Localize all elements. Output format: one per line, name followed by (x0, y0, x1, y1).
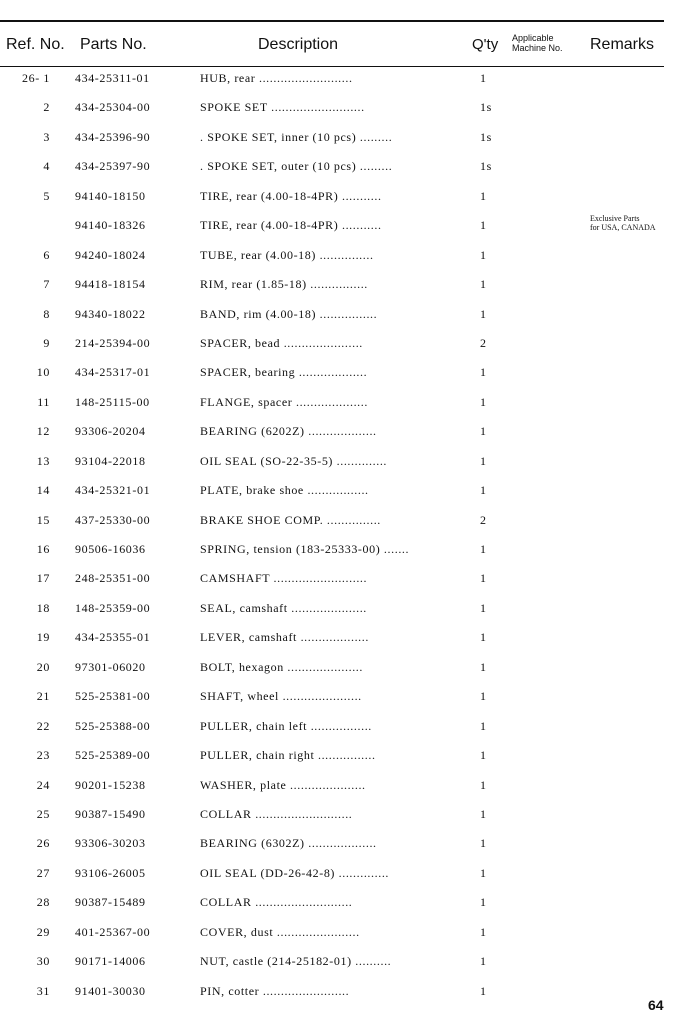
ref-no-cell: 4 (43, 159, 50, 174)
ref-no-cell: 12 (36, 424, 50, 439)
qty-cell: 1 (480, 954, 487, 969)
qty-cell: 1 (480, 806, 487, 821)
parts-no-cell: 90387-15489 (75, 895, 146, 910)
qty-cell: 1 (480, 277, 487, 292)
qty-cell: 1 (480, 424, 487, 439)
ref-no-cell: 30 (36, 954, 50, 969)
qty-cell: 1 (480, 836, 487, 851)
description-cell: FLANGE, spacer .................... (200, 394, 368, 409)
description-cell: BOLT, hexagon ..................... (200, 659, 363, 674)
table-row (0, 981, 691, 1010)
ref-no-cell: 22 (36, 718, 50, 733)
ref-no-cell: 29 (36, 924, 50, 939)
table-row (0, 510, 691, 539)
description-cell: BEARING (6302Z) ................... (200, 836, 377, 851)
ref-no-cell: 9 (43, 335, 50, 350)
table-row (0, 568, 691, 597)
description-cell: SPOKE SET .......................... (200, 100, 365, 115)
table-row (0, 392, 691, 421)
description-cell: SPACER, bead ...................... (200, 335, 363, 350)
header-applicable-machine-no (512, 33, 563, 53)
ref-no-cell: 19 (36, 630, 50, 645)
parts-no-cell: 94140-18326 (75, 218, 146, 233)
table-row (0, 421, 691, 450)
table-row (0, 951, 691, 980)
ref-no-cell: 15 (36, 512, 50, 527)
ref-no-cell: 8 (43, 306, 50, 321)
ref-no-cell: 18 (36, 600, 50, 615)
table-row (0, 598, 691, 627)
parts-no-cell: 437-25330-00 (75, 512, 151, 527)
qty-cell: 2 (480, 335, 487, 350)
table-row (0, 362, 691, 391)
qty-cell: 1 (480, 542, 487, 556)
description-cell: TIRE, rear (4.00-18-4PR) ........... (200, 188, 382, 203)
parts-no-cell: 90171-14006 (75, 954, 146, 969)
parts-no-cell: 93104-22018 (75, 453, 146, 468)
table-row (0, 274, 691, 303)
header-top-rule (0, 20, 664, 22)
description-cell: CAMSHAFT .......................... (200, 571, 368, 586)
parts-no-cell: 94140-18150 (75, 188, 146, 203)
description-cell: OIL SEAL (DD-26-42-8) .............. (200, 865, 390, 880)
ref-no-cell: 20 (36, 659, 50, 674)
header-ref-no: Ref. No. (6, 36, 65, 53)
ref-no-cell: 3 (43, 129, 50, 144)
ref-no-cell: 25 (36, 806, 50, 821)
parts-table (0, 68, 691, 1010)
qty-cell: 1 (480, 188, 487, 203)
parts-no-cell: 93306-20204 (75, 424, 146, 439)
description-cell: PULLER, chain left ................. (200, 718, 372, 733)
description-cell: BAND, rim (4.00-18) ................ (200, 306, 378, 321)
parts-no-cell: 94240-18024 (75, 247, 146, 262)
parts-no-cell: 434-25396-90 (75, 129, 151, 144)
header-bottom-rule (0, 66, 664, 67)
table-row (0, 657, 691, 686)
qty-cell: 1s (480, 159, 492, 174)
description-cell: TUBE, rear (4.00-18) ............... (200, 247, 374, 262)
ref-no-cell: 23 (36, 748, 50, 763)
description-cell: TIRE, rear (4.00-18-4PR) ........... (200, 218, 382, 233)
description-cell: SPACER, bearing ................... (200, 365, 368, 380)
parts-no-cell: 90201-15238 (75, 777, 146, 792)
table-row (0, 863, 691, 892)
table-row (0, 480, 691, 509)
description-cell: COLLAR ........................... (200, 806, 353, 821)
qty-cell: 1 (480, 453, 487, 468)
table-row (0, 451, 691, 480)
ref-no-cell: 17 (36, 571, 50, 586)
table-row (0, 804, 691, 833)
description-cell: WASHER, plate ..................... (200, 777, 366, 792)
parts-no-cell: 525-25381-00 (75, 689, 151, 704)
ref-no-cell: 21 (36, 689, 50, 704)
ref-no-cell: 10 (36, 365, 50, 380)
table-row (0, 833, 691, 862)
parts-no-cell: 94418-18154 (75, 277, 146, 292)
ref-no-cell: 14 (36, 483, 50, 498)
parts-no-cell: 401-25367-00 (75, 924, 151, 939)
description-cell: SEAL, camshaft ..................... (200, 600, 367, 615)
description-cell: HUB, rear .......................... (200, 71, 353, 85)
qty-cell: 1 (480, 306, 487, 321)
ref-no-cell: 7 (43, 277, 50, 292)
qty-cell: 1 (480, 718, 487, 733)
table-row (0, 922, 691, 951)
parts-no-cell: 94340-18022 (75, 306, 146, 321)
ref-no-cell: 13 (36, 453, 50, 468)
table-row (0, 245, 691, 274)
description-cell: . SPOKE SET, inner (10 pcs) ......... (200, 129, 393, 144)
table-row (0, 745, 691, 774)
description-cell: . SPOKE SET, outer (10 pcs) ......... (200, 159, 393, 174)
description-cell: OIL SEAL (SO-22-35-5) .............. (200, 453, 388, 468)
parts-no-cell: 434-25317-01 (75, 365, 151, 380)
qty-cell: 1 (480, 630, 487, 645)
table-row (0, 127, 691, 156)
qty-cell: 1 (480, 365, 487, 380)
qty-cell: 1 (480, 748, 487, 763)
qty-cell: 1 (480, 218, 487, 233)
parts-no-cell: 434-25321-01 (75, 483, 151, 498)
description-cell: COVER, dust ....................... (200, 924, 360, 939)
ref-no-cell: 26- 1 (22, 71, 50, 85)
ref-no-cell: 28 (36, 895, 50, 910)
table-row (0, 215, 691, 244)
qty-cell: 1 (480, 659, 487, 674)
ref-no-cell: 11 (37, 394, 50, 409)
table-row (0, 68, 691, 97)
table-row (0, 304, 691, 333)
header-applicable-line1: Applicable (512, 33, 554, 43)
parts-no-cell: 525-25389-00 (75, 748, 151, 763)
description-cell: BEARING (6202Z) ................... (200, 424, 377, 439)
qty-cell: 1 (480, 600, 487, 615)
ref-no-cell: 5 (43, 188, 50, 203)
ref-no-cell: 31 (36, 983, 50, 998)
header-description: Description (258, 36, 339, 53)
parts-no-cell: 91401-30030 (75, 983, 146, 998)
description-cell: BRAKE SHOE COMP. ............... (200, 512, 381, 527)
parts-no-cell: 434-25397-90 (75, 159, 151, 174)
description-cell: RIM, rear (1.85-18) ................ (200, 277, 368, 292)
parts-no-cell: 90387-15490 (75, 806, 146, 821)
qty-cell: 1 (480, 983, 487, 998)
parts-no-cell: 248-25351-00 (75, 571, 151, 586)
table-row (0, 627, 691, 656)
qty-cell: 1 (480, 777, 487, 792)
qty-cell: 1 (480, 689, 487, 704)
header-qty: Q'ty (472, 36, 499, 53)
table-row (0, 186, 691, 215)
qty-cell: 1 (480, 924, 487, 939)
qty-cell: 1 (480, 571, 487, 586)
parts-no-cell: 434-25311-01 (75, 71, 150, 85)
parts-no-cell: 214-25394-00 (75, 335, 151, 350)
ref-no-cell: 2 (43, 100, 50, 115)
header-parts-no: Parts No. (80, 36, 147, 53)
table-row (0, 892, 691, 921)
ref-no-cell: 6 (43, 247, 50, 262)
page-number: 64 (648, 997, 664, 1013)
description-cell: COLLAR ........................... (200, 895, 353, 910)
qty-cell: 1 (480, 483, 487, 498)
parts-no-cell: 97301-06020 (75, 659, 146, 674)
description-cell: SPRING, tension (183-25333-00) ....... (200, 542, 410, 556)
parts-no-cell: 90506-16036 (75, 542, 146, 556)
qty-cell: 1 (480, 865, 487, 880)
description-cell: SHAFT, wheel ...................... (200, 689, 362, 704)
table-row (0, 97, 691, 126)
description-cell: NUT, castle (214-25182-01) .......... (200, 954, 392, 969)
description-cell: PULLER, chain right ................ (200, 748, 376, 763)
parts-no-cell: 434-25304-00 (75, 100, 151, 115)
table-row (0, 156, 691, 185)
description-cell: LEVER, camshaft ................... (200, 630, 369, 645)
parts-no-cell: 93306-30203 (75, 836, 146, 851)
ref-no-cell: 16 (36, 542, 50, 556)
ref-no-cell: 24 (36, 777, 50, 792)
description-cell: PLATE, brake shoe ................. (200, 483, 369, 498)
qty-cell: 1 (480, 247, 487, 262)
parts-no-cell: 148-25359-00 (75, 600, 151, 615)
parts-no-cell: 148-25115-00 (75, 394, 150, 409)
ref-no-cell: 26 (36, 836, 50, 851)
header-remarks: Remarks (590, 36, 655, 53)
table-row (0, 716, 691, 745)
parts-no-cell: 525-25388-00 (75, 718, 151, 733)
qty-cell: 1s (480, 129, 492, 144)
qty-cell: 2 (480, 512, 487, 527)
parts-no-cell: 434-25355-01 (75, 630, 151, 645)
header-applicable-line2: Machine No. (512, 43, 563, 53)
parts-no-cell: 93106-26005 (75, 865, 146, 880)
qty-cell: 1 (480, 71, 487, 85)
remarks-cell: Exclusive Parts for USA, CANADA (590, 214, 656, 233)
qty-cell: 1 (480, 895, 487, 910)
qty-cell: 1s (480, 100, 492, 115)
ref-no-cell: 27 (36, 865, 50, 880)
table-row (0, 686, 691, 715)
table-row (0, 333, 691, 362)
description-cell: PIN, cotter ........................ (200, 983, 350, 998)
table-row (0, 775, 691, 804)
table-row (0, 539, 691, 568)
qty-cell: 1 (480, 394, 487, 409)
